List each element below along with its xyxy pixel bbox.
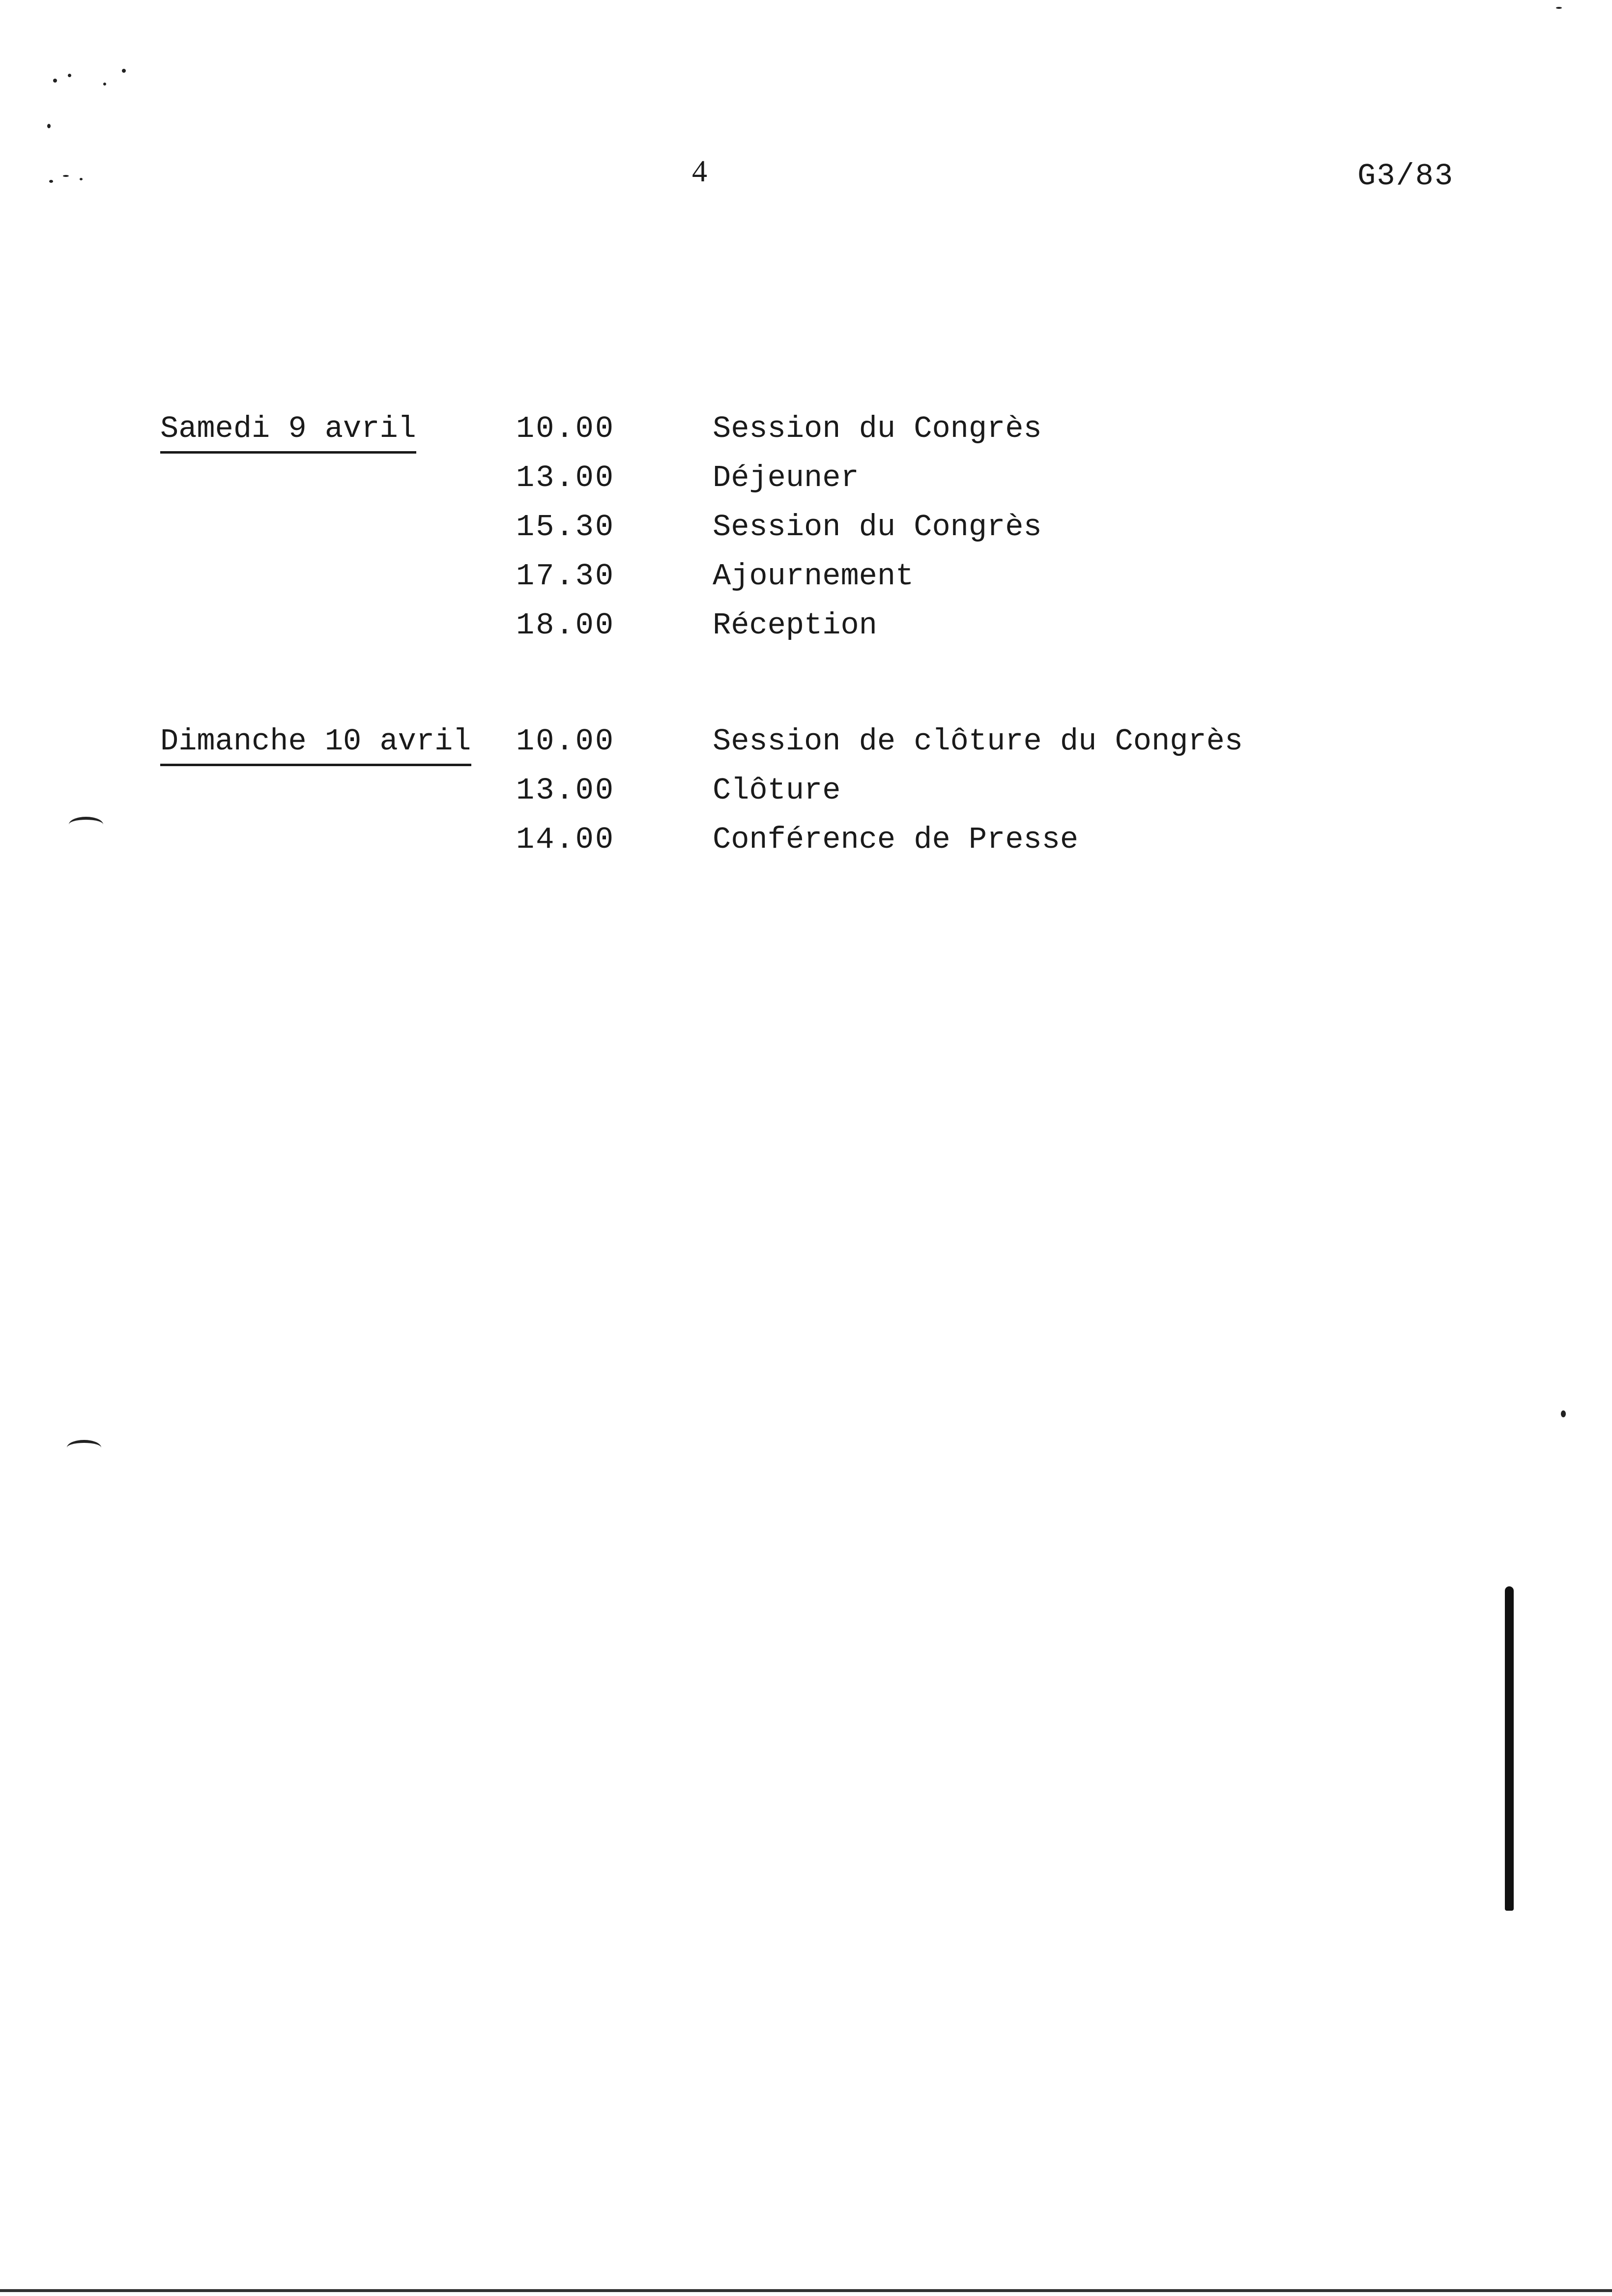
event-cell: Session de clôture du Congrès [713,724,1243,759]
day-label: Samedi 9 avril [160,414,416,454]
scan-edge-bar [1505,1586,1514,1911]
scan-speck [49,180,53,183]
schedule-row [160,561,1340,610]
time-cell: 10.00 [516,724,615,759]
scan-speck [47,124,51,128]
scan-speck [63,175,69,177]
scan-speck [1556,7,1562,9]
schedule-row [160,512,1340,561]
schedule-row [160,610,1340,660]
scan-mark [69,817,103,832]
event-cell: Réception [713,608,877,643]
scan-bottom-edge [0,2289,1612,2292]
event-cell: Clôture [713,773,841,808]
time-cell: 10.00 [516,411,615,446]
scan-speck [80,178,83,180]
schedule-row [160,822,1340,874]
event-cell: Session du Congrès [713,510,1042,545]
day-block-sunday [160,726,1340,874]
scan-speck [103,83,106,86]
document-reference: G3/83 [1357,159,1454,194]
page-number: 4 [692,155,707,188]
schedule-row [160,460,1340,512]
event-cell: Session du Congrès [713,411,1042,446]
time-cell: 18.00 [516,608,615,643]
schedule-row [160,411,1340,463]
event-cell: Déjeuner [713,460,859,495]
event-cell: Ajournement [713,559,914,594]
scan-speck [122,69,126,73]
event-cell: Conférence de Presse [713,822,1079,857]
schedule-row [160,726,1340,775]
time-cell: 14.00 [516,822,615,857]
time-cell: 15.30 [516,510,615,545]
time-cell: 17.30 [516,559,615,594]
scan-mark [67,1440,101,1456]
schedule-row [160,775,1340,825]
day-label: Dimanche 10 avril [160,726,471,766]
time-cell: 13.00 [516,773,615,808]
scan-speck [53,79,57,83]
time-cell: 13.00 [516,460,615,495]
day-block-saturday [160,411,1340,660]
scan-speck [68,74,71,77]
scan-speck [1561,1410,1566,1417]
